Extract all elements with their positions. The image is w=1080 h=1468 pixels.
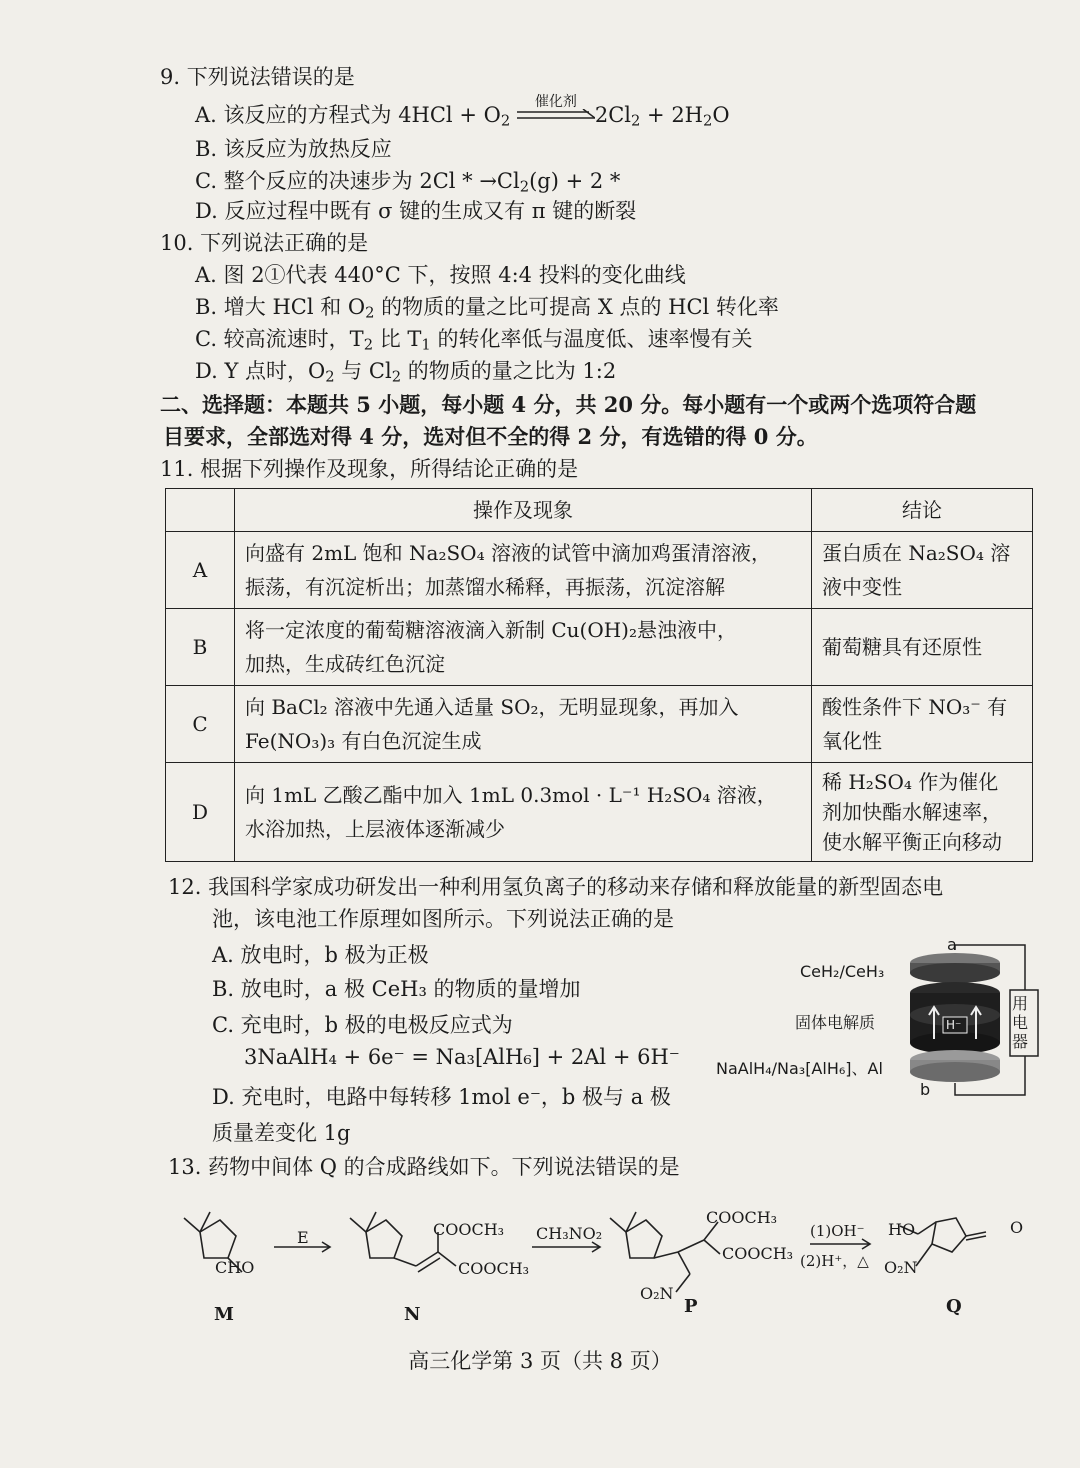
bottom-electrode-label: NaAlH₄/Na₃[AlH₆]、Al bbox=[716, 1059, 883, 1078]
row-label: C bbox=[166, 686, 235, 763]
q12-stem-1: 12. 我国科学家成功研发出一种利用氢负离子的移动来存储和释放能量的新型固态电 bbox=[168, 875, 944, 899]
table-row bbox=[166, 532, 1033, 609]
compound-m-label: M bbox=[214, 1304, 234, 1325]
row-conclusion: 葡萄糖具有还原性 bbox=[812, 609, 1033, 686]
reagent-ch3no2: CH₃NO₂ bbox=[536, 1224, 603, 1243]
device-label: 用电器 bbox=[1012, 994, 1029, 1051]
q12-option-d-2: 质量差变化 1g bbox=[212, 1121, 351, 1145]
q12-stem-2: 池，该电池工作原理如图所示。下列说法正确的是 bbox=[212, 907, 674, 931]
hydride-ion-label: H⁻ bbox=[946, 1018, 962, 1032]
q10-option-b: B. 增大 HCl 和 $O_2$ 的物质的量之比可提高 X 点的 HCl 转化率 bbox=[195, 295, 779, 322]
electrode-b-label: b bbox=[920, 1080, 931, 1099]
q10-stem: 10. 下列说法正确的是 bbox=[160, 231, 369, 255]
table-row bbox=[166, 763, 1033, 862]
row-label: A bbox=[166, 532, 235, 609]
q9-stem: 9. 下列说法错误的是 bbox=[160, 65, 355, 89]
reagent-h: (2)H⁺，△ bbox=[800, 1252, 869, 1270]
q12-option-c: C. 充电时，b 极的电极反应式为 bbox=[212, 1013, 513, 1037]
p-cooch3-right: COOCH₃ bbox=[722, 1244, 794, 1263]
q9-option-a: A. 该反应的方程式为 $4HCl + O_2$ 催化剂 $2Cl_2 + 2H_2O$ bbox=[195, 93, 730, 130]
row-conclusion: 稀 H₂SO₄ 作为催化 剂加快酯水解速率， 使水解平衡正向移动 bbox=[812, 763, 1033, 862]
n-cooch3-bottom: COOCH₃ bbox=[458, 1259, 530, 1278]
q10-option-a: A. 图 2①代表 440°C 下，按照 4:4 投料的变化曲线 bbox=[195, 263, 686, 287]
electrolyte-label: 固体电解质 bbox=[795, 1013, 876, 1032]
q10-option-c: C. 较高流速时，$T_2$ 比 $T_1$ 的转化率低与温度低、速率慢有关 bbox=[195, 327, 753, 354]
row-conclusion: 酸性条件下 NO₃⁻ 有 氧化性 bbox=[812, 686, 1033, 763]
electrode-a-label: a bbox=[947, 935, 957, 954]
q11-table bbox=[165, 488, 1033, 862]
compound-n-label: N bbox=[404, 1304, 421, 1325]
q-ho: HO bbox=[888, 1220, 916, 1239]
row-label: B bbox=[166, 609, 235, 686]
q-o2n: O₂N bbox=[884, 1258, 918, 1277]
top-electrode-label: CeH₂/CeH₃ bbox=[800, 962, 885, 981]
q9-option-d: D. 反应过程中既有 σ 键的生成又有 π 键的断裂 bbox=[195, 199, 637, 223]
q9-option-b: B. 该反应为放热反应 bbox=[195, 137, 392, 161]
q12-option-a: A. 放电时，b 极为正极 bbox=[212, 943, 429, 967]
q12-option-d: D. 充电时，电路中每转移 1mol e⁻，b 极与 a 极 bbox=[212, 1085, 671, 1109]
row-conclusion: 蛋白质在 Na₂SO₄ 溶 液中变性 bbox=[812, 532, 1033, 609]
compound-p-label: P bbox=[684, 1296, 698, 1317]
section2-line2: 目要求，全部选对得 4 分，选对但不全的得 2 分，有选错的得 0 分。 bbox=[163, 424, 818, 449]
table-row bbox=[166, 609, 1033, 686]
q11-stem: 11. 根据下列操作及现象，所得结论正确的是 bbox=[160, 457, 579, 481]
reagent-oh: (1)OH⁻ bbox=[810, 1222, 865, 1240]
table-header-row bbox=[166, 489, 1033, 532]
table-row bbox=[166, 686, 1033, 763]
p-o2n: O₂N bbox=[640, 1284, 674, 1303]
p-cooch3-top: COOCH₃ bbox=[706, 1208, 778, 1227]
row-operation: 向 1mL 乙酸乙酯中加入 1mL 0.3mol · L⁻¹ H₂SO₄ 溶液， 水浴加热，上层液体逐渐减少 bbox=[235, 763, 812, 862]
page-footer: 高三化学第 3 页（共 8 页） bbox=[408, 1349, 672, 1373]
q10-option-d: D. Y 点时，$O_2$ 与 $Cl_2$ 的物质的量之比为 1:2 bbox=[195, 359, 617, 386]
m-cho: CHO bbox=[215, 1258, 255, 1277]
row-operation: 向 BaCl₂ 溶液中先通入适量 SO₂，无明显现象，再加入 Fe(NO₃)₃ 有白色沉淀生成 bbox=[235, 686, 812, 763]
catalyst-arrow: 催化剂 bbox=[517, 107, 595, 127]
q12-option-b: B. 放电时，a 极 CeH₃ 的物质的量增加 bbox=[212, 977, 581, 1001]
row-operation: 将一定浓度的葡萄糖溶液滴入新制 Cu(OH)₂悬浊液中， 加热，生成砖红色沉淀 bbox=[235, 609, 812, 686]
q-carbonyl-o: O bbox=[1010, 1218, 1024, 1237]
row-label: D bbox=[166, 763, 235, 862]
header-conclusion: 结论 bbox=[812, 489, 1033, 532]
q13-stem: 13. 药物中间体 Q 的合成路线如下。下列说法错误的是 bbox=[168, 1155, 680, 1179]
q9-option-c: C. 整个反应的决速步为 $2Cl * \to Cl_2(g) + 2$ * bbox=[195, 169, 621, 196]
reagent-e: E bbox=[297, 1228, 309, 1247]
compound-q-label: Q bbox=[946, 1296, 962, 1317]
n-cooch3-top: COOCH₃ bbox=[433, 1220, 505, 1239]
header-operation: 操作及现象 bbox=[235, 489, 812, 532]
section2-line1: 二、选择题：本题共 5 小题，每小题 4 分，共 20 分。每小题有一个或两个选项符合题 bbox=[160, 392, 977, 417]
q12-option-c-eq: 3NaAlH₄ + 6e⁻ = Na₃[AlH₆] + 2Al + 6H⁻ bbox=[244, 1045, 680, 1069]
row-operation: 向盛有 2mL 饱和 Na₂SO₄ 溶液的试管中滴加鸡蛋清溶液， 振荡，有沉淀析出；加蒸馏水稀释，再振荡，沉淀溶解 bbox=[235, 532, 812, 609]
